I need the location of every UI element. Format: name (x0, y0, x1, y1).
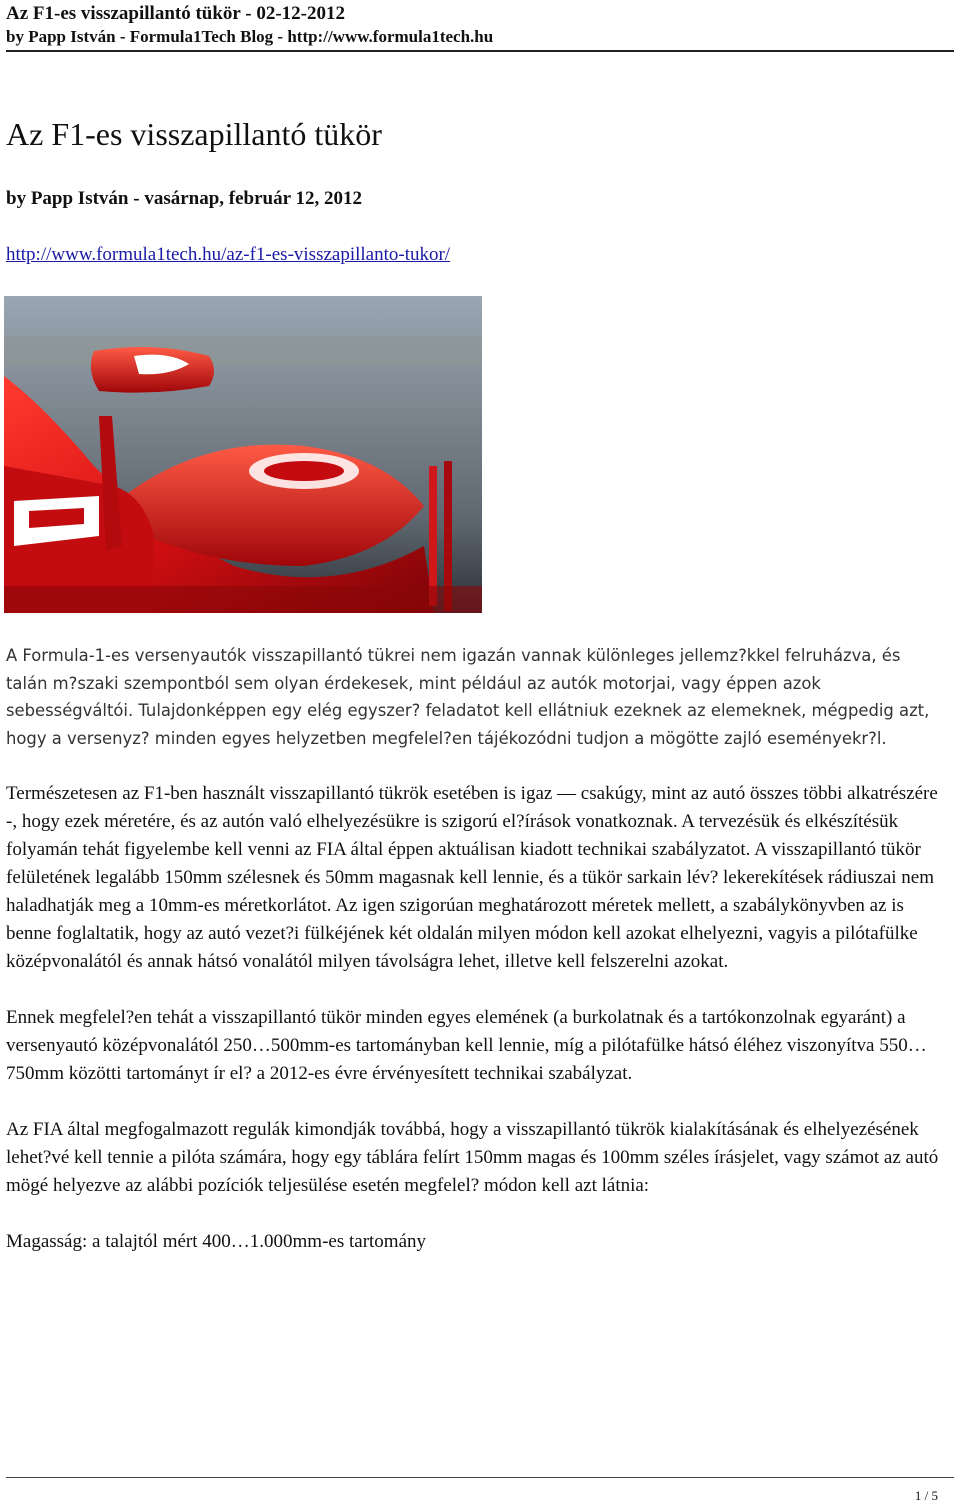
article-body (6, 642, 940, 1284)
article-byline: by Papp István - vasárnap, február 12, 2012 (6, 188, 362, 209)
article-link[interactable]: http://www.formula1tech.hu/az-f1-es-visszapillanto-tukor/ (6, 244, 451, 265)
header-divider (6, 50, 954, 52)
paragraph-height: Magasság: a talajtól mért 400…1.000mm-es tartomány (6, 1231, 427, 1253)
paragraph-regulations: Természetesen az F1-ben használt visszapillantó tükrök esetében is igaz — csakúgy, mint az autó összes többi alkatrészére -, hogy ezek méretére, és az autón való elhelyezésükre is szigorú el?írások vonatkoznak. A tervezésük és elkészítésük folyamán tehát figyelembe kell venni az FIA által éppen aktuálisan kiadott technikai szabályzatot. A visszapillantó tükör felületének legalább 150mm szélesnek és 50mm magasnak kell lennie, és a tükör sarkain lév? lekerekítések rádiuszai nem haladhatják meg a 10mm-es méretkorlátot. Az igen szigorúan meghatározott méretek mellett, a szabálykönyvben az is benne foglaltatik, hogy az autó vezet?i fülkéjének két oldalán milyen módon kell azokat elhelyezni, vagyis a pilótafülke középvonalától és annak hátsó vonalától milyen távolságra lehet, illetve kell felszerelni azokat. (6, 783, 938, 973)
document-header (6, 2, 954, 48)
page-number: 1 / 5 (914, 1488, 938, 1503)
header-subtitle: by Papp István - Formula1Tech Blog - http://www.formula1tech.hu (6, 27, 494, 46)
paragraph-intro: A Formula-1-es versenyautók visszapillantó tükrei nem igazán vannak különleges jellemz?kkel felruházva, és talán m?szaki szempontból sem olyan érdekesek, mint például az autók motorjai, vagy éppen azok sebességváltói. Tulajdonképpen egy elég egyszer? feladatot kell ellátniuk ezeknek az elemeknek, mégpedig azt, hogy a versenyz? minden egyes helyzetben megfelel?en tájékozódni tudjon a mögötte zajló eseményekr?l. (6, 646, 930, 748)
footer-divider (6, 1477, 954, 1478)
paragraph-positions: Ennek megfelel?en tehát a visszapillantó tükör minden egyes elemének (a burkolatnak és a tartókonzolnak egyaránt) a versenyautó középvonalától 250…500mm-es tartományban kell lennie, míg a pilótafülke hátsó éléhez viszonyítva 550…750mm közötti tartományt ír el? a 2012-es évre érvényesített technikai szabályzat. (6, 1007, 927, 1085)
paragraph-visibility: Az FIA által megfogalmazott regulák kimondják továbbá, hogy a visszapillantó tükrök kialakításának és elhelyezésének lehet?vé kell tennie a pilóta számára, hogy egy táblára felírt 150mm magas és 100mm széles írásjelet, vagy számot az autó mögé helyezve az alábbi pozíciók teljesülése esetén megfelel? módon kell azt látnia: (6, 1119, 939, 1197)
red-f1-car-mirror-photo (4, 296, 482, 613)
header-title: Az F1-es visszapillantó tükör - 02-12-2012 (6, 3, 345, 24)
article-title: Az F1-es visszapillantó tükör (6, 116, 382, 152)
